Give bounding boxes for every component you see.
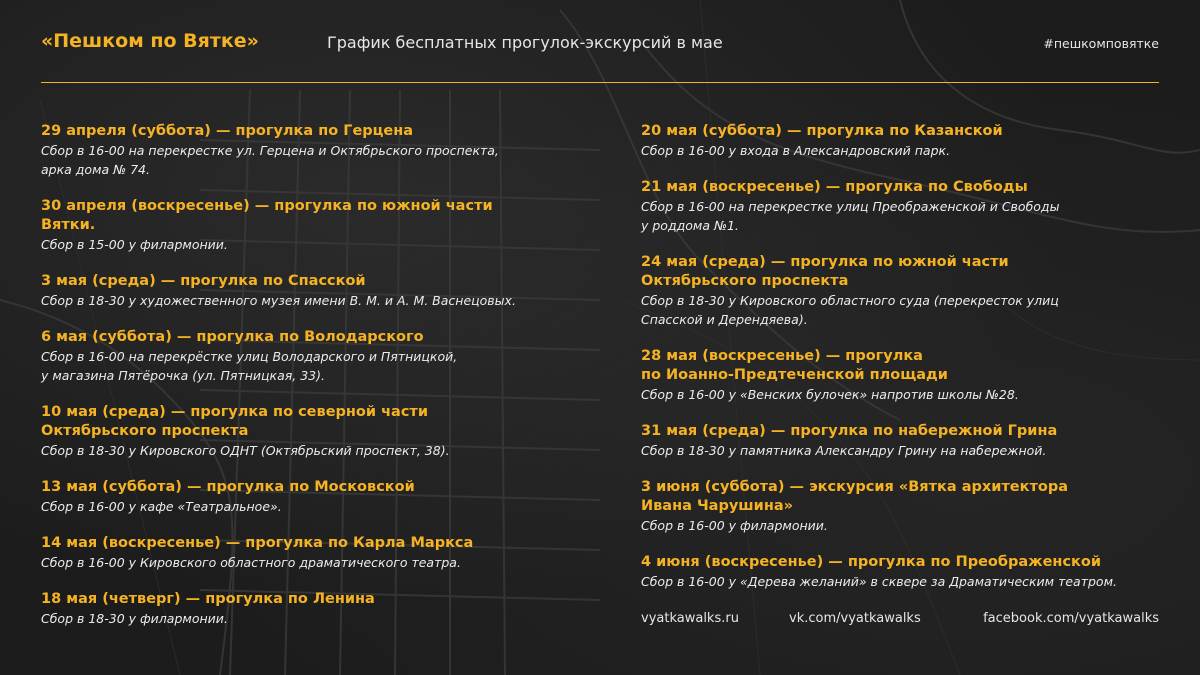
footer-links <box>641 611 1159 631</box>
event-item <box>41 478 601 516</box>
schedule-left-column <box>41 122 601 646</box>
event-item <box>41 272 601 310</box>
header <box>41 30 1159 60</box>
event-item <box>41 328 601 385</box>
event-title: 6 мая (суббота) — прогулка по Володарского <box>41 329 424 345</box>
header-divider <box>41 82 1159 83</box>
event-title: 30 апреля (воскресенье) — прогулка по южной части Вятки. <box>41 198 493 233</box>
event-description: Сбор в 16-00 у кафе «Театральное». <box>41 499 282 514</box>
event-item <box>641 347 1159 404</box>
event-title: 29 апреля (суббота) — прогулка по Герцена <box>41 123 414 139</box>
event-item <box>641 553 1159 591</box>
event-description: Сбор в 16-00 на перекрестке ул. Герцена и Октябрьского проспекта, арка дома № 74. <box>41 143 499 177</box>
website-link[interactable]: vyatkawalks.ru <box>641 611 739 626</box>
brand-title: «Пешком по Вятке» <box>41 30 259 52</box>
event-title: 24 мая (среда) — прогулка по южной части Октябрьского проспекта <box>641 254 1009 289</box>
hashtag: #пешкомповятке <box>1043 36 1159 51</box>
event-item <box>41 534 601 572</box>
event-description: Сбор в 16-00 у филармонии. <box>641 518 828 533</box>
event-title: 14 мая (воскресенье) — прогулка по Карла Маркса <box>41 535 474 551</box>
event-title: 13 мая (суббота) — прогулка по Московской <box>41 479 415 495</box>
event-item <box>41 197 601 254</box>
event-description: Сбор в 18-30 у памятника Александру Грину на набережной. <box>641 443 1047 458</box>
event-title: 20 мая (суббота) — прогулка по Казанской <box>641 123 1003 139</box>
event-title: 3 июня (суббота) — экскурсия «Вятка архитектора Ивана Чарушина» <box>641 479 1068 514</box>
event-item <box>641 178 1159 235</box>
event-title: 10 мая (среда) — прогулка по северной части Октябрьского проспекта <box>41 404 428 439</box>
page-subtitle: График бесплатных прогулок-экскурсий в мае <box>327 33 723 52</box>
event-description: Сбор в 18-30 у Кировского ОДНТ (Октябрьский проспект, 38). <box>41 443 450 458</box>
event-description: Сбор в 18-30 у Кировского областного суда (перекресток улиц Спасской и Дерендяева). <box>641 293 1059 327</box>
event-item <box>41 403 601 460</box>
event-description: Сбор в 16-00 у входа в Александровский парк. <box>641 143 951 158</box>
event-description: Сбор в 16-00 на перекрёстке улиц Володарского и Пятницкой, у магазина Пятёрочка (ул. Пятницкая, 33). <box>41 349 458 383</box>
vk-link[interactable]: vk.com/vyatkawalks <box>789 611 921 626</box>
event-item <box>641 422 1159 460</box>
event-description: Сбор в 15-00 у филармонии. <box>41 237 228 252</box>
event-title: 4 июня (воскресенье) — прогулка по Преображенской <box>641 554 1102 570</box>
event-title: 31 мая (среда) — прогулка по набережной Грина <box>641 423 1058 439</box>
facebook-link[interactable]: facebook.com/vyatkawalks <box>983 611 1159 626</box>
event-item <box>41 122 601 179</box>
event-item <box>641 478 1159 535</box>
event-title: 21 мая (воскресенье) — прогулка по Свободы <box>641 179 1028 195</box>
event-title: 18 мая (четверг) — прогулка по Ленина <box>41 591 375 607</box>
event-description: Сбор в 18-30 у художественного музея имени В. М. и А. М. Васнецовых. <box>41 293 516 308</box>
schedule-right-column <box>641 122 1159 609</box>
event-item <box>641 122 1159 160</box>
event-description: Сбор в 16-00 у «Венских булочек» напротив школы №28. <box>641 387 1019 402</box>
event-description: Сбор в 18-30 у филармонии. <box>41 611 228 626</box>
event-title: 28 мая (воскресенье) — прогулка по Иоанно-Предтеченской площади <box>641 348 948 383</box>
event-description: Сбор в 16-00 у Кировского областного драматического театра. <box>41 555 461 570</box>
event-title: 3 мая (среда) — прогулка по Спасской <box>41 273 366 289</box>
event-item <box>641 253 1159 329</box>
event-description: Сбор в 16-00 у «Дерева желаний» в сквере за Драматическим театром. <box>641 574 1117 589</box>
event-description: Сбор в 16-00 на перекрестке улиц Преображенской и Свободы у роддома №1. <box>641 199 1060 233</box>
event-item <box>41 590 601 628</box>
